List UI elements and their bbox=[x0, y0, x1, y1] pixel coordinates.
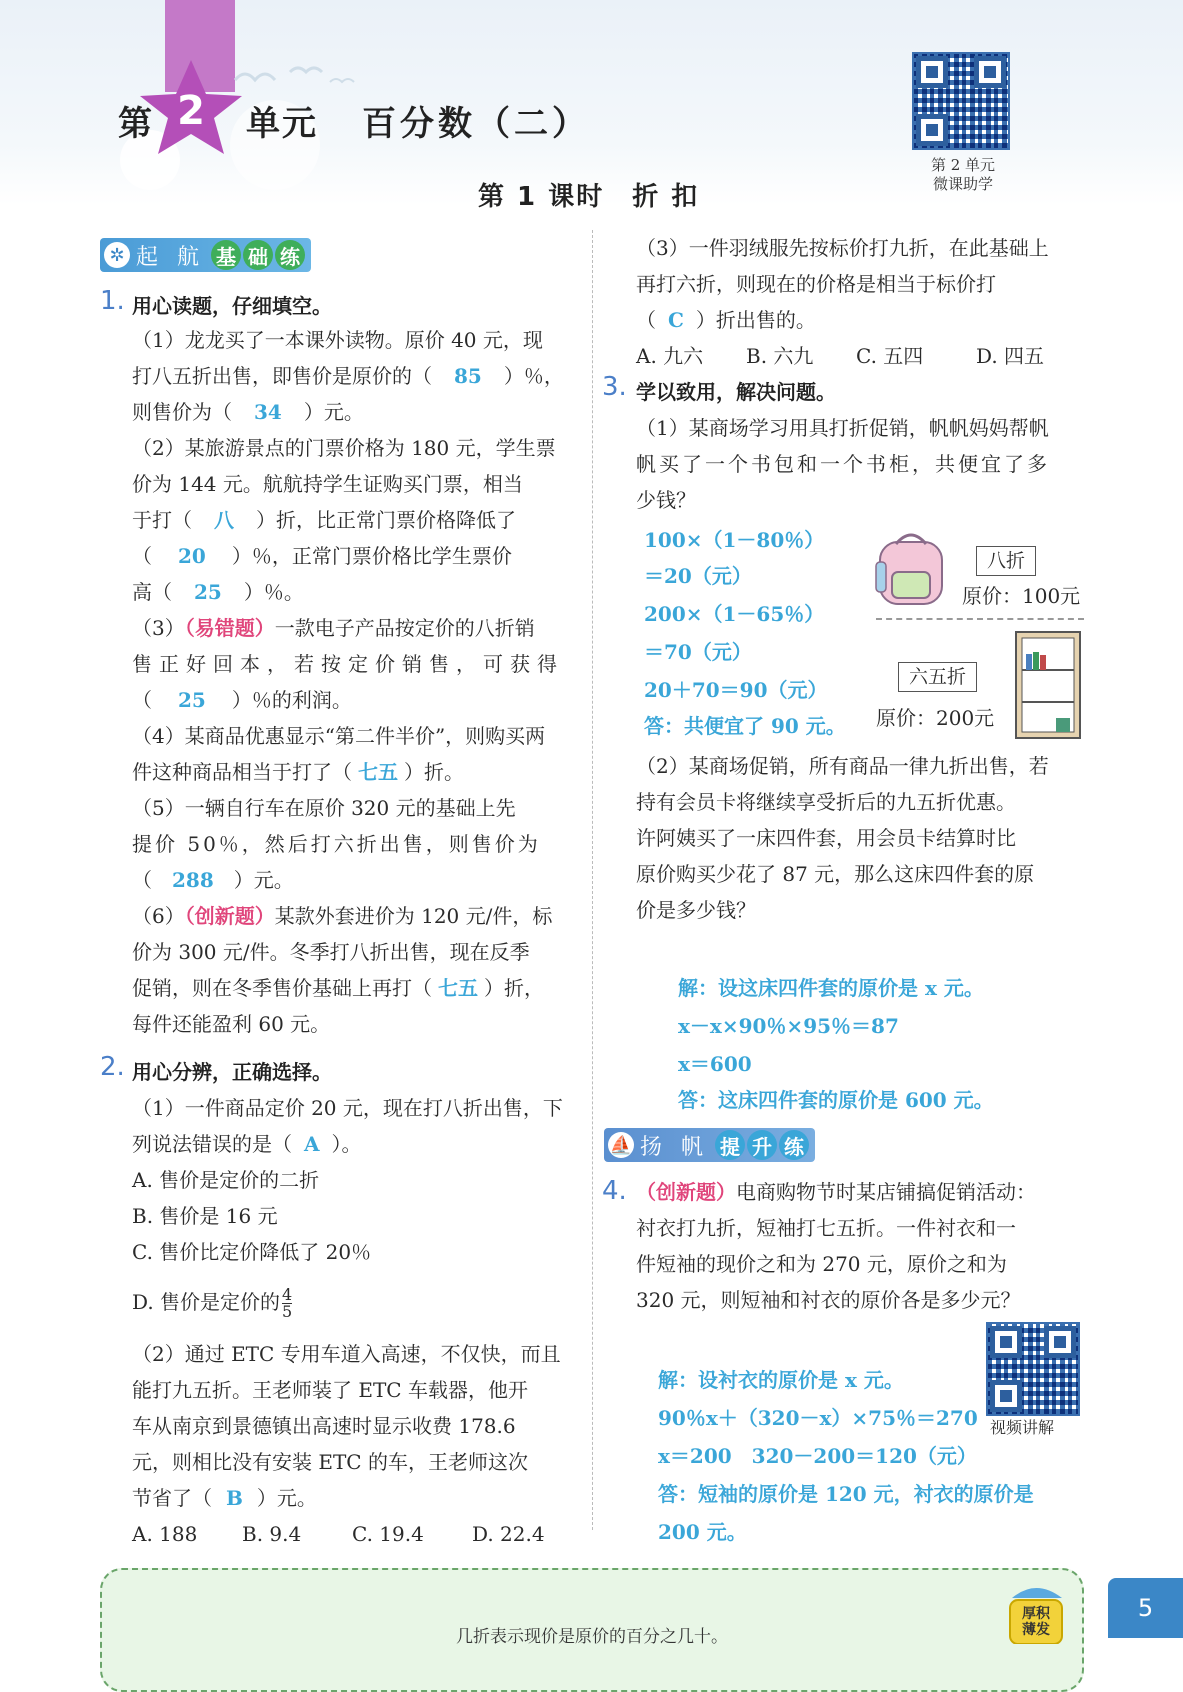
banner-text: 扬 帆 bbox=[640, 1134, 709, 1160]
bird-icon bbox=[230, 60, 360, 100]
bookshelf-icon bbox=[1014, 630, 1082, 740]
q3-p1-line3: 少钱？ bbox=[636, 488, 696, 512]
answer: 七五 bbox=[358, 760, 398, 784]
q2-p2-option-c: C. 19.4 bbox=[352, 1522, 424, 1546]
solution-line: 100×（1－80％） bbox=[644, 528, 825, 552]
q1-p5-line1: （5）一辆自行车在原价 320 元的基础上先 bbox=[132, 796, 516, 820]
unit-suffix: 单元 bbox=[246, 104, 318, 144]
question-heading: 用心分辨，正确选择。 bbox=[132, 1060, 332, 1084]
shelf-price-label: 原价：200元 bbox=[876, 706, 995, 730]
q1-p5-line2: 提价 50％，然后打六折出售，则售价为 bbox=[132, 832, 541, 856]
solution-line: 20＋70＝90（元） bbox=[644, 678, 828, 702]
unit-name: 百分数（二） bbox=[362, 104, 590, 144]
q2-p3-option-b: B. 六九 bbox=[746, 344, 814, 368]
q3-p2-line3: 许阿姨买了一床四件套，用会员卡结算时比 bbox=[636, 826, 1016, 850]
q2-p3-line3: （ C ）折出售的。 bbox=[636, 308, 816, 332]
solution-line: 解：设这床四件套的原价是 x 元。 bbox=[678, 976, 984, 1000]
answer: 20 bbox=[178, 544, 206, 568]
q1-p3-line2: 售正好回本，若按定价销售，可获得 bbox=[132, 652, 564, 676]
shelf-discount-label: 六五折 bbox=[898, 662, 977, 692]
q1-p2-line5: 高（ 25 ）％。 bbox=[132, 580, 304, 604]
bag-price-label: 原价：100元 bbox=[962, 584, 1081, 608]
banner-char: 提 bbox=[715, 1130, 745, 1160]
answer: 25 bbox=[178, 688, 206, 712]
solution-line: x＝200 320－200＝120（元） bbox=[658, 1444, 977, 1468]
q3-p2-line5: 价是多少钱？ bbox=[636, 898, 756, 922]
question-heading: 学以致用，解决问题。 bbox=[636, 380, 836, 404]
answer: A bbox=[304, 1132, 320, 1156]
ship-wheel-icon: ✲ bbox=[104, 242, 130, 268]
q1-p4-line1: （4）某商品优惠显示“第二件半价”，则购买两 bbox=[132, 724, 546, 748]
q1-p6-line1: （6）（创新题）某款外套进价为 120 元/件，标 bbox=[132, 904, 553, 928]
illustration-divider bbox=[876, 618, 1084, 620]
solution-line: ＝70（元） bbox=[644, 640, 752, 664]
tag-error-prone: （易错题） bbox=[184, 616, 275, 640]
q2-p2-line2: 能打九五折。王老师装了 ETC 车载器，他开 bbox=[132, 1378, 528, 1402]
q1-p6-line4: 每件还能盈利 60 元。 bbox=[132, 1012, 331, 1036]
qr-code-icon[interactable] bbox=[912, 52, 1010, 150]
tag-innovative: （创新题） bbox=[184, 904, 275, 928]
q1-p2-line1: （2）某旅游景点的门票价格为 180 元，学生票 bbox=[132, 436, 556, 460]
q1-p3-line3: （ 25 ）％的利润。 bbox=[132, 688, 352, 712]
section-banner-advanced bbox=[604, 1128, 815, 1162]
q3-p1-line1: （1）某商场学习用具打折促销，帆帆妈妈帮帆 bbox=[636, 416, 1049, 440]
answer: 七五 bbox=[438, 976, 478, 1000]
solution-line: 200×（1－65％） bbox=[644, 602, 825, 626]
q1-p1-line1: （1）龙龙买了一本课外读物。原价 40 元，现 bbox=[132, 328, 543, 352]
q2-p1-line2: 列说法错误的是（ A ）。 bbox=[132, 1132, 362, 1156]
q1-p3-line1: （3）（易错题）一款电子产品按定价的八折销 bbox=[132, 616, 535, 640]
q2-p3-option-a: A. 九六 bbox=[636, 344, 704, 368]
q1-p1-line3: 则售价为（ 34 ）元。 bbox=[132, 400, 364, 424]
solution-line: 答：短袖的原价是 120 元，衬衣的原价是 bbox=[658, 1482, 1034, 1506]
qr-label bbox=[918, 156, 1008, 194]
q1-p6-line2: 价为 300 元/件。冬季打八折出售，现在反季 bbox=[132, 940, 530, 964]
question-heading: 用心读题，仔细填空。 bbox=[132, 294, 332, 318]
q2-p1-line1: （1）一件商品定价 20 元，现在打八折出售，下 bbox=[132, 1096, 563, 1120]
q2-p2-line5: 节省了（ B ）元。 bbox=[132, 1486, 317, 1510]
q3-p1-line2: 帆买了一个书包和一个书柜，共便宜了多 bbox=[636, 452, 1050, 476]
section-banner-basic bbox=[100, 238, 311, 272]
video-qr-label: 视频讲解 bbox=[990, 1418, 1055, 1437]
banner-char: 础 bbox=[243, 240, 273, 270]
q2-p2-line3: 车从南京到景德镇出高速时显示收费 178.6 bbox=[132, 1414, 516, 1438]
q2-p2-line4: 元，则相比没有安装 ETC 的车，王老师这次 bbox=[132, 1450, 528, 1474]
answer: B bbox=[226, 1486, 243, 1510]
answer: C bbox=[668, 308, 684, 332]
q3-p2-line2: 持有会员卡将继续享受折后的九五折优惠。 bbox=[636, 790, 1016, 814]
q2-p1-option-c: C. 售价比定价降低了 20％ bbox=[132, 1240, 372, 1264]
q1-p6-line3: 促销，则在冬季售价基础上再打（ 七五 ）折， bbox=[132, 976, 544, 1000]
question-number: 4. bbox=[602, 1176, 627, 1206]
dolphin-badge-icon bbox=[1004, 1578, 1070, 1644]
q2-p2-option-b: B. 9.4 bbox=[242, 1522, 302, 1546]
fraction: $\frac{4}{5}$ bbox=[282, 1285, 293, 1321]
unit-title bbox=[118, 96, 318, 145]
lesson-title: 第 1 课时 折 扣 bbox=[478, 182, 700, 212]
qr-label-line2: 微课助学 bbox=[932, 175, 993, 193]
page-number: 5 bbox=[1108, 1578, 1183, 1638]
banner-char: 升 bbox=[747, 1130, 777, 1160]
answer: 八 bbox=[214, 508, 234, 532]
q2-p3-option-c: C. 五四 bbox=[856, 344, 924, 368]
q2-p2-option-a: A. 188 bbox=[132, 1522, 198, 1546]
q2-p3-line2: 再打六折，则现在的价格是相当于标价打 bbox=[636, 272, 996, 296]
q3-p2-line4: 原价购买少花了 87 元，那么这床四件套的原 bbox=[636, 862, 1035, 886]
solution-line: 解：设衬衣的原价是 x 元。 bbox=[658, 1368, 904, 1392]
q4-line2: 衬衣打九折，短袖打七五折。一件衬衣和一 bbox=[636, 1216, 1016, 1240]
q1-p2-line3: 于打（ 八 ）折，比正常门票价格降低了 bbox=[132, 508, 516, 532]
q1-p1-line2: 打八五折出售，即售价是原价的（ 85 ）％， bbox=[132, 364, 564, 388]
bag-discount-label: 八折 bbox=[976, 546, 1036, 576]
sailboat-icon: ⛵ bbox=[608, 1132, 634, 1158]
solution-line: ＝20（元） bbox=[644, 564, 752, 588]
q2-p1-option-a: A. 售价是定价的二折 bbox=[132, 1168, 320, 1192]
tag-innovative: （创新题） bbox=[636, 1180, 736, 1204]
q1-p2-line4: （ 20 ）％，正常门票价格比学生票价 bbox=[132, 544, 512, 568]
video-qr-code-icon[interactable] bbox=[986, 1322, 1080, 1416]
answer: 34 bbox=[254, 400, 282, 424]
q4-line4: 320 元，则短袖和衬衣的原价各是多少元？ bbox=[636, 1288, 1021, 1312]
unit-number: 2 bbox=[177, 88, 205, 134]
q2-p1-option-d: D. 售价是定价的 $\frac{4}{5}$ bbox=[132, 1285, 293, 1321]
backpack-icon bbox=[874, 528, 948, 608]
q2-p3-line1: （3）一件羽绒服先按标价打九折，在此基础上 bbox=[636, 236, 1049, 260]
tip-text: 几折表示现价是原价的百分之几十。 bbox=[456, 1627, 728, 1647]
solution-line: 200 元。 bbox=[658, 1520, 747, 1544]
q2-p3-option-d: D. 四五 bbox=[976, 344, 1045, 368]
q3-p2-line1: （2）某商场促销，所有商品一律九折出售，若 bbox=[636, 754, 1049, 778]
banner-char: 基 bbox=[211, 240, 241, 270]
q4-line3: 件短袖的现价之和为 270 元，原价之和为 bbox=[636, 1252, 1007, 1276]
q1-p4-line2: 件这种商品相当于打了（ 七五 ）折。 bbox=[132, 760, 464, 784]
solution-line: 答：共便宜了 90 元。 bbox=[644, 714, 846, 738]
answer: 85 bbox=[454, 364, 482, 388]
q1-p2-line2: 价为 144 元。航航持学生证购买门票，相当 bbox=[132, 472, 523, 496]
q2-p2-line1: （2）通过 ETC 专用车道入高速，不仅快，而且 bbox=[132, 1342, 561, 1366]
answer: 288 bbox=[172, 868, 214, 892]
solution-line: x－x×90％×95％＝87 bbox=[678, 1014, 899, 1038]
solution-line: x＝600 bbox=[678, 1052, 752, 1076]
question-number: 3. bbox=[602, 372, 627, 402]
answer: 25 bbox=[194, 580, 222, 604]
solution-line: 答：这床四件套的原价是 600 元。 bbox=[678, 1088, 994, 1112]
q1-p5-line3: （ 288 ）元。 bbox=[132, 868, 294, 892]
tip-box bbox=[100, 1568, 1084, 1692]
q4-line1: （创新题）电商购物节时某店铺搞促销活动： bbox=[636, 1180, 1036, 1204]
banner-char: 练 bbox=[779, 1130, 809, 1160]
badge-text: 厚积薄发 bbox=[1022, 1606, 1050, 1638]
solution-line: 90％x＋（320－x）×75％＝270 bbox=[658, 1406, 978, 1430]
qr-label-line1: 第 2 单元 bbox=[930, 156, 996, 174]
banner-text: 起 航 bbox=[136, 244, 205, 270]
question-number: 2. bbox=[100, 1052, 125, 1082]
question-number: 1. bbox=[100, 286, 125, 316]
banner-char: 练 bbox=[275, 240, 305, 270]
q2-p2-option-d: D. 22.4 bbox=[472, 1522, 545, 1546]
unit-prefix: 第 bbox=[118, 104, 154, 144]
column-divider bbox=[592, 230, 593, 1530]
q2-p1-option-b: B. 售价是 16 元 bbox=[132, 1204, 278, 1228]
